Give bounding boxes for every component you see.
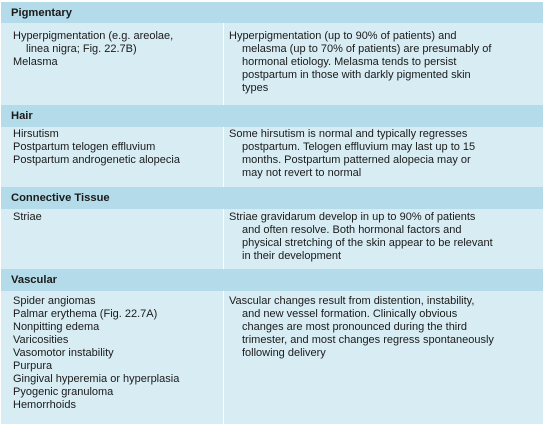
left-cell-pigmentary: [13, 30, 173, 69]
right-cell-line: Hyperpigmentation (up to 90% of patients) and: [229, 30, 457, 42]
column-divider: [223, 209, 224, 269]
left-cell-line: Vasomotor instability: [13, 347, 114, 359]
right-cell-line: hormonal etiology. Melasma tends to persist: [242, 56, 457, 68]
section-header-hair: Hair: [1, 105, 543, 127]
left-cell-line: linea nigra; Fig. 22.7B): [26, 43, 137, 55]
left-cell-line: Pyogenic granuloma: [13, 386, 114, 398]
dermatologic-changes-table: [1, 1, 543, 424]
column-divider: [223, 291, 224, 424]
left-cell-line: Hyperpigmentation (e.g. areolae,: [13, 30, 174, 42]
left-cell-line: Purpura: [13, 360, 53, 372]
right-cell-connective-tissue: [229, 211, 493, 263]
left-cell-line: Hemorrhoids: [13, 399, 76, 411]
right-cell-line: in their development: [242, 250, 342, 262]
right-cell-line: Vascular changes result from distention, instability,: [229, 295, 475, 307]
right-cell-line: types: [242, 82, 269, 94]
right-cell-line: Striae gravidarum develop in up to 90% of patients: [229, 211, 476, 223]
right-cell-line: following delivery: [242, 347, 326, 359]
right-cell-line: and new vessel formation. Clinically obvious: [242, 308, 458, 320]
left-cell-line: Palmar erythema (Fig. 22.7A): [13, 308, 158, 320]
section-header-connective-tissue: Connective Tissue: [1, 187, 543, 209]
right-cell-pigmentary: [229, 30, 491, 95]
right-cell-line: months. Postpartum patterned alopecia may or: [242, 154, 471, 166]
right-cell-hair: [229, 128, 475, 180]
right-cell-line: and often resolve. Both hormonal factors and: [242, 224, 462, 236]
left-cell-line: Varicosities: [13, 334, 69, 346]
left-cell-line: Hirsutism: [13, 128, 59, 140]
left-cell-line: Gingival hyperemia or hyperplasia: [13, 373, 180, 385]
left-cell-line: Postpartum androgenetic alopecia: [13, 154, 180, 166]
section-header-vascular: Vascular: [1, 269, 543, 291]
left-cell-connective-tissue: [13, 211, 42, 224]
right-cell-line: may not revert to normal: [242, 167, 362, 179]
right-cell-line: Some hirsutism is normal and typically regresses: [229, 128, 468, 140]
right-cell-line: changes are most pronounced during the third: [242, 321, 468, 333]
left-cell-line: Spider angiomas: [13, 295, 96, 307]
right-cell-line: melasma (up to 70% of patients) are presumably of: [242, 43, 492, 55]
column-divider: [223, 23, 224, 105]
right-cell-vascular: [229, 295, 494, 360]
left-cell-line: Nonpitting edema: [13, 321, 100, 333]
left-cell-line: Postpartum telogen effluvium: [13, 141, 156, 153]
left-cell-line: Striae: [13, 211, 42, 223]
right-cell-line: physical stretching of the skin appear to be relevant: [242, 237, 493, 249]
left-cell-hair: [13, 128, 180, 167]
column-divider: [223, 127, 224, 187]
right-cell-line: postpartum in those with darkly pigmented skin: [242, 69, 471, 81]
section-header-pigmentary: Pigmentary: [1, 1, 543, 23]
left-cell-vascular: [13, 295, 179, 412]
left-cell-line: Melasma: [13, 56, 58, 68]
right-cell-line: trimester, and most changes regress spontaneously: [242, 334, 494, 346]
right-cell-line: postpartum. Telogen effluvium may last up to 15: [242, 141, 476, 153]
